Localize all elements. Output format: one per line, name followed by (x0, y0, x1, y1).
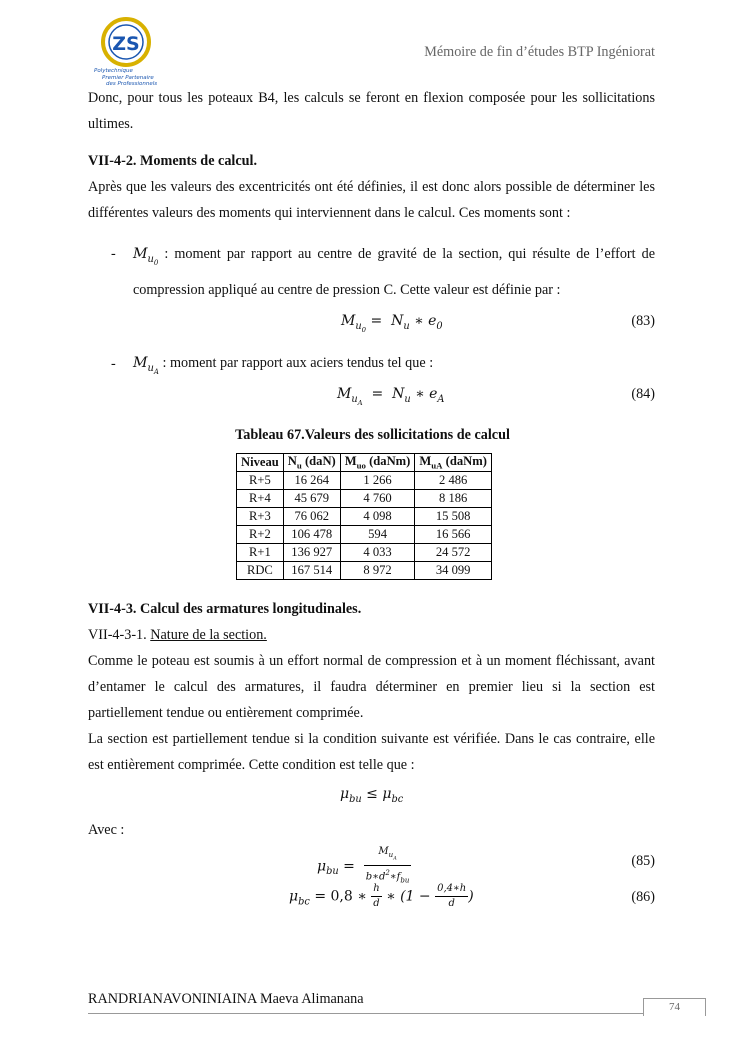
page-number-box (643, 998, 706, 1016)
table-cell: 2 486 (415, 472, 492, 490)
table-row (237, 562, 492, 580)
header-title: Mémoire de fin d’études BTP Ingéniorat (424, 44, 655, 60)
section-heading-743: VII-4-3. Calcul des armatures longitudinales. (88, 601, 362, 617)
footer-author: RANDRIANAVONINIAINA Maeva Alimanana (88, 991, 364, 1007)
table-cell: R+2 (237, 526, 284, 544)
symbol-mu0: $M_{u_0}$ (133, 246, 159, 267)
intro-paragraph: Donc, pour tous les poteaux B4, les calculs se feront en flexion composée pour les sollicitations ultimes. (88, 90, 655, 132)
avec-label: Avec : (88, 822, 125, 838)
bullet-2-text (133, 355, 433, 376)
logo-caption-line3: des Professionnels (106, 81, 158, 87)
logo-caption-line2: Premier Partenaire (102, 74, 154, 81)
table-caption: Tableau 67.Valeurs des sollicitations de calcul (235, 427, 510, 443)
page-number: 74 (669, 1001, 680, 1013)
table-cell: R+5 (237, 472, 284, 490)
subsection-title: Nature de la section. (150, 627, 267, 643)
table-row (237, 490, 492, 508)
equation-86: $\mu_{bc} = 0,8$ ∗ $\frac{h}{d}$ ∗ (1 − $\frac{0,4∗h}{d}$ ) (289, 883, 474, 909)
table-header-row (237, 454, 492, 472)
table-cell: RDC (237, 562, 284, 580)
table-header-cell: $M_{uo}$ (daNm) (340, 454, 415, 472)
table-cell: R+3 (237, 508, 284, 526)
footer-rule (88, 1013, 688, 1014)
logo-initials: ZS (112, 33, 140, 55)
table-cell: 15 508 (415, 508, 492, 526)
table-row (237, 508, 492, 526)
table-cell: 4 760 (340, 490, 415, 508)
equation-84-number: (84) (631, 386, 655, 402)
table-cell: 8 972 (340, 562, 415, 580)
table-row (237, 526, 492, 544)
table-header-cell: Niveau (237, 454, 284, 472)
table-row (237, 472, 492, 490)
bullet-dash-2: - (111, 356, 116, 372)
symbol-muA: $M_{u_A}$ (133, 355, 159, 376)
section-nature-paragraph-1: Comme le poteau est soumis à un effort normal de compression et à un moment fléchissant, avant d’entamer le calcul des armatures, il faudra déterminer en premier lieu si la section est partiellement tendue ou entièrement comprimée. (88, 653, 655, 721)
table-cell: R+4 (237, 490, 284, 508)
equation-83: $M_{u_0} = N_u$ ∗ $e_0$ (341, 313, 443, 334)
table-cell: 24 572 (415, 544, 492, 562)
equation-86-number: (86) (631, 889, 655, 905)
table-cell: 45 679 (283, 490, 340, 508)
solicitations-table (236, 453, 492, 580)
table-cell: 594 (340, 526, 415, 544)
table-cell: 106 478 (283, 526, 340, 544)
section-742-paragraph: Après que les valeurs des excentricités ont été définies, il est donc alors possible de déterminer les différentes valeurs des moments qui interviennent dans le calcul. Ces moments sont : (88, 179, 655, 221)
table-header-cell: $N_u$ (daN) (283, 454, 340, 472)
subsection-prefix: VII-4-3-1. (88, 627, 151, 643)
table-cell: 34 099 (415, 562, 492, 580)
table-header-cell: $M_{uA}$ (daNm) (415, 454, 492, 472)
section-heading-742: VII-4-2. Moments de calcul. (88, 153, 258, 169)
table-cell: 8 186 (415, 490, 492, 508)
table-cell: 16 264 (283, 472, 340, 490)
bullet-1-text (133, 241, 655, 304)
table-cell: 1 266 (340, 472, 415, 490)
table-cell: 16 566 (415, 526, 492, 544)
equation-85-number: (85) (631, 853, 655, 869)
subsection-heading-7431 (88, 627, 267, 644)
condition-equation: $\mu_{bu} \le \mu_{bc}$ (340, 786, 404, 805)
table-cell: 76 062 (283, 508, 340, 526)
table-cell: 136 927 (283, 544, 340, 562)
bullet-1-description: : moment par rapport au centre de gravité de la section, qui résulte de l’effort de compression appliqué au centre de pression C. Cette valeur est définie par : (133, 246, 655, 298)
table-cell: 167 514 (283, 562, 340, 580)
logo-caption-line1: Polytechnique (94, 68, 133, 74)
table-row (237, 544, 492, 562)
table-cell: 4 033 (340, 544, 415, 562)
table-cell: R+1 (237, 544, 284, 562)
section-nature-paragraph-2: La section est partiellement tendue si la condition suivante est vérifiée. Dans le cas contraire, elle est entièrement comprimée. Cette condition est telle que : (88, 731, 655, 773)
equation-83-number: (83) (631, 313, 655, 329)
bullet-2-description: : moment par rapport aux aciers tendus tel que : (158, 355, 434, 371)
school-logo (92, 14, 160, 90)
table-cell: 4 098 (340, 508, 415, 526)
bullet-dash-1: - (111, 246, 116, 262)
equation-85: $\mu_{bu}$ = $\frac{M_{u_A}}{b∗d^2∗f_{bu}}$ (317, 846, 410, 885)
equation-84: $M_{u_A} = N_u$ ∗ $e_A$ (337, 386, 445, 407)
